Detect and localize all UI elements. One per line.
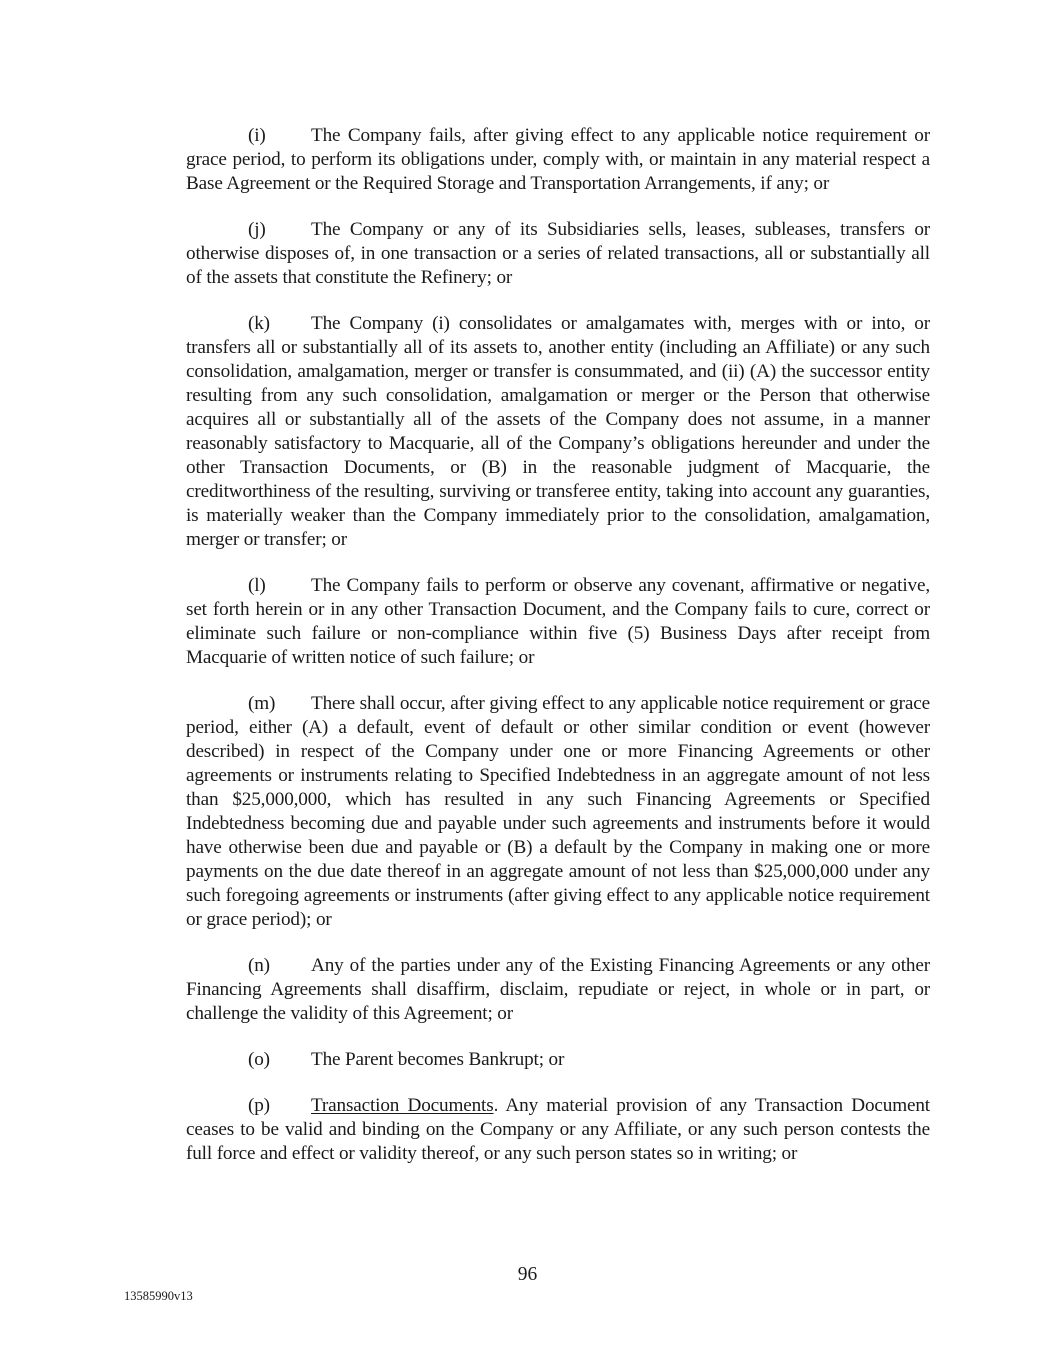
- clause-n: [186, 954, 930, 1026]
- clause-text: Any of the parties under any of the Existing Financing Agreements or any other Financing Agreements shall disaffirm, disclaim, repudiate or reject, in whole or in part, or challenge the validity of this Agreement; or: [186, 955, 930, 1024]
- document-id: 13585990v13: [124, 1289, 193, 1303]
- clause-label: (o): [248, 1049, 270, 1070]
- clause-text: The Company or any of its Subsidiaries sells, leases, subleases, transfers or otherwise disposes of, in one transaction or a series of related transactions, all or substantially all of the assets that constitute the Refinery; or: [186, 219, 930, 288]
- clause-text: The Company (i) consolidates or amalgamates with, merges with or into, or transfers all or substantially all of its assets to, another entity (including an Affiliate) or any such consolidation, amalgamation, merger or transfer is consummated, and (ii) (A) the successor entity resulting from any such consolidation, amalgamation or merger or the Person that otherwise acquires all or substantially all of the assets of the Company does not assume, in a manner reasonably satisfactory to Macquarie, all of the Company’s obligations hereunder and under the other Transaction Documents, or (B) in the reasonable judgment of Macquarie, the creditworthiness of the resulting, surviving or transferee entity, taking into account any guaranties, is materially weaker than the Company immediately prior to the consolidation, amalgamation, merger or transfer; or: [186, 313, 930, 550]
- clause-label: (k): [248, 313, 270, 334]
- clause-l: [186, 574, 930, 670]
- clause-p: [186, 1094, 930, 1166]
- clause-text: There shall occur, after giving effect to any applicable notice requirement or grace period, either (A) a default, event of default or other similar condition or event (however described) in respect of the Company under one or more Financing Agreements or other agreements or instruments relating to Specified Indebtedness in an aggregate amount of not less than $25,000,000, which has resulted in any such Financing Agreements or Specified Indebtedness becoming due and payable under such agreements and instruments before it would have otherwise been due and payable or (B) a default by the Company in making one or more payments on the due date thereof in an aggregate amount of not less than $25,000,000 under any such foregoing agreements or instruments (after giving effect to any applicable notice requirement or grace period); or: [186, 693, 930, 930]
- clause-o: [186, 1048, 930, 1072]
- document-body: [186, 124, 930, 1188]
- clause-m: [186, 692, 930, 932]
- clause-label: (m): [248, 693, 276, 714]
- clause-i: [186, 124, 930, 196]
- clause-label: (j): [248, 219, 266, 240]
- clause-label: (n): [248, 955, 270, 976]
- clause-text: . Any material provision of any Transaction Document ceases to be valid and binding on the Company or any Affiliate, or any such person contests the full force and effect or validity thereof, or any such person states so in writing; or: [186, 1095, 930, 1164]
- clause-label: (i): [248, 125, 266, 146]
- clause-k: [186, 312, 930, 552]
- clause-text: The Company fails, after giving effect to any applicable notice requirement or grace period, to perform its obligations under, comply with, or maintain in any material respect a Base Agreement or the Required Storage and Transportation Arrangements, if any; or: [186, 125, 930, 194]
- page-number: 96: [517, 1264, 538, 1285]
- clause-label: (l): [248, 575, 266, 596]
- clause-text: The Parent becomes Bankrupt; or: [311, 1049, 565, 1070]
- clause-j: [186, 218, 930, 290]
- clause-text: The Company fails to perform or observe any covenant, affirmative or negative, set forth herein or in any other Transaction Document, and the Company fails to cure, correct or eliminate such failure or non-compliance within five (5) Business Days after receipt from Macquarie of written notice of such failure; or: [186, 575, 930, 668]
- clause-label: (p): [248, 1095, 270, 1116]
- clause-heading: Transaction Documents: [311, 1095, 494, 1116]
